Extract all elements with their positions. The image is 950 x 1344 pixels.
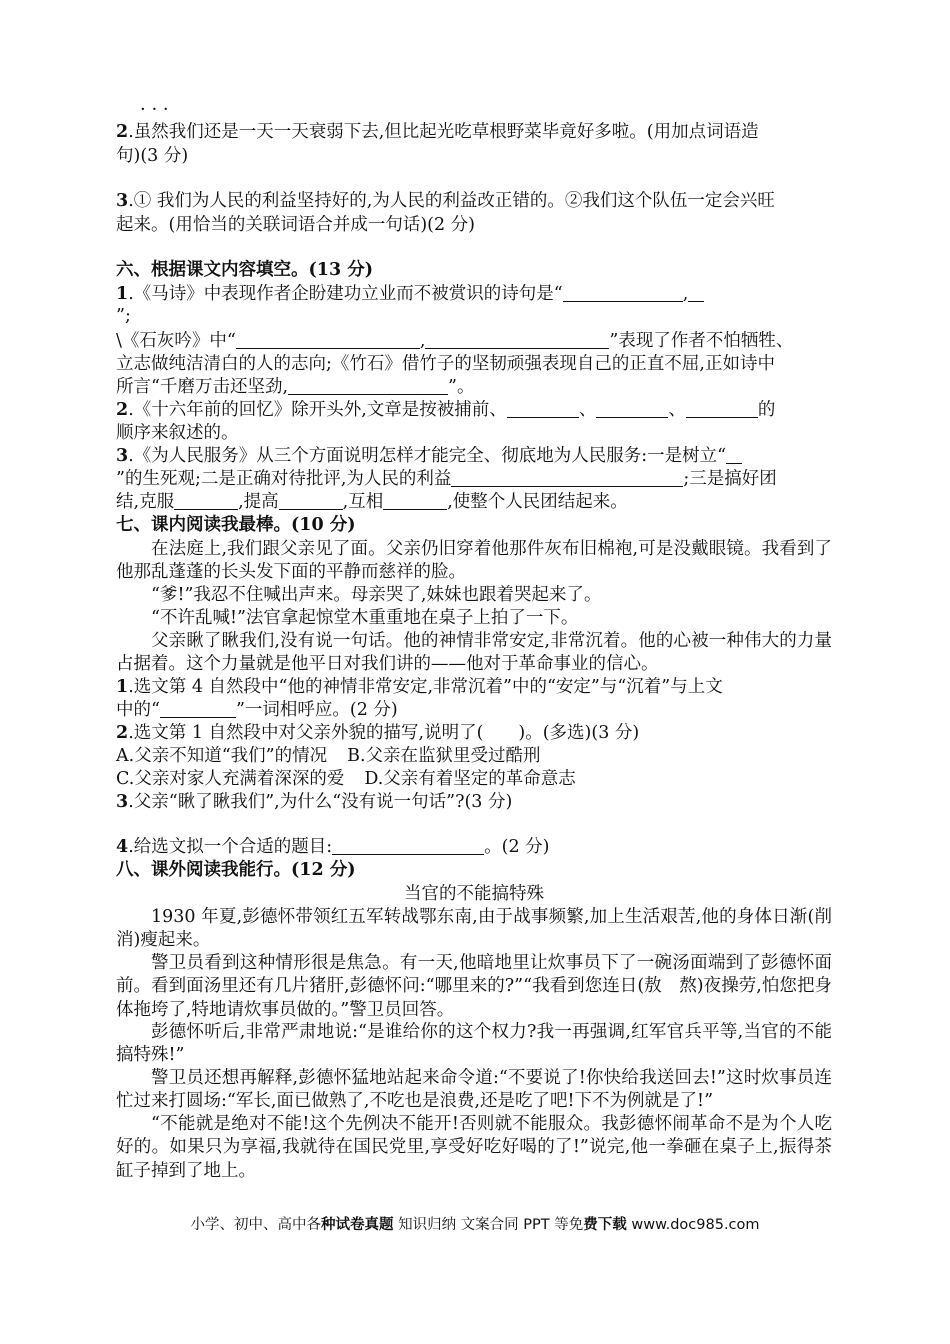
item-text: .选文第 1 自然段中对父亲外貌的描写,说明了( )。(多选)(3 分)	[128, 723, 640, 743]
answer-blank[interactable]	[425, 331, 609, 349]
q5-item3	[116, 190, 775, 213]
footer-text: 知识归纳 文案合同 PPT 等免	[393, 1217, 584, 1233]
answer-blank[interactable]	[174, 492, 238, 510]
q6-item1	[116, 283, 704, 306]
q7-options-row1	[116, 745, 541, 768]
article-paragraph: 警卫员看到这种情形很是焦急。有一天,他暗地里让炊事员下了一碗汤面端到了彭德怀面前。看到面汤里还有几片猪肝,彭德怀问:“哪里来的?”“我看到您连日(敖 熬)夜操劳,怕您把身体拖垮了,特地请炊事员做的。”警卫员回答。	[116, 953, 832, 1020]
footer-text-bold: 费下载	[583, 1217, 627, 1233]
answer-blank[interactable]	[563, 284, 683, 302]
item-number: 1	[116, 284, 129, 304]
option-d[interactable]: D.父亲有着坚定的革命意志	[364, 769, 576, 789]
item-text: .虽然我们还是一天一天衰弱下去,但比起光吃草根野菜毕竟好多啦。(用加点词语造	[128, 122, 759, 142]
q6-item1-line3	[116, 330, 793, 353]
q6-item3	[116, 445, 742, 468]
q7-item2	[116, 722, 639, 745]
item-number: 3	[116, 446, 129, 466]
item-text: .《十六年前的回忆》除开头外,文章是按被捕前、	[128, 400, 507, 420]
item-text: 结,克服	[116, 492, 175, 512]
item-text: 的	[757, 400, 776, 420]
item-text: ”的生死观;二是正确对待批评,为人民的利益	[116, 469, 452, 489]
q5-item2-cont: 句)(3 分)	[116, 146, 189, 166]
section-6-heading: 六、根据课文内容填空。(13 分)	[116, 260, 374, 280]
item-text: ;三是搞好团	[683, 469, 777, 489]
reading-paragraph: 父亲瞅了瞅我们,没有说一句话。他的神情非常安定,非常沉着。他的心被一种伟大的力量占据着。这个力量就是他平日对我们讲的——他对于革命事业的信心。	[116, 631, 832, 675]
emphasis-dots: · · ·	[140, 99, 169, 120]
article-paragraph: “不能就是绝对不能!这个先例决不能开!否则就不能服众。我彭德怀闹革命不是为个人吃好的。如果只为享福,我就待在国民党里,享受好吃好喝的了!”说完,他一拳砸在桌子上,振得茶缸子掉到了地上。	[116, 1114, 832, 1181]
article-title: 当官的不能搞特殊	[404, 884, 544, 904]
reading-paragraph: 在法庭上,我们跟父亲见了面。父亲仍旧穿着他那件灰布旧棉袍,可是没戴眼镜。我看到了他那乱蓬蓬的长头发下面的平静而慈祥的脸。	[116, 539, 832, 583]
option-c[interactable]: C.父亲对家人充满着深深的爱	[116, 769, 345, 789]
item-number: 2	[116, 122, 129, 142]
answer-blank[interactable]	[236, 331, 420, 349]
separator: 、	[668, 400, 686, 420]
q6-item1-line4: 立志做纯洁清白的人的志向;《竹石》借竹子的坚韧顽强表现自己的正直不屈,正如诗中	[116, 354, 775, 374]
answer-blank[interactable]	[688, 284, 704, 302]
item-text: ”表现了作者不怕牺牲、	[609, 331, 794, 351]
q7-item4	[116, 836, 550, 859]
answer-blank[interactable]	[726, 446, 742, 464]
q6-item1-quote-end: ”;	[116, 306, 131, 326]
answer-blank[interactable]	[279, 492, 343, 510]
item-text: 中的“	[116, 700, 160, 720]
item-number: 3	[116, 191, 129, 211]
q7-item3	[116, 791, 512, 814]
answer-blank[interactable]	[160, 700, 236, 718]
option-b[interactable]: B.父亲在监狱里受过酷刑	[347, 746, 541, 766]
q6-item3-line3	[116, 491, 628, 514]
answer-blank[interactable]	[686, 400, 758, 418]
footer-banner	[0, 1213, 950, 1234]
section-7-heading: 七、课内阅读我最棒。(10 分)	[116, 515, 356, 535]
item-text: .选文第 4 自然段中“他的神情非常安定,非常沉着”中的“安定”与“沉着”与上文	[128, 677, 723, 697]
item-number: 2	[116, 400, 129, 420]
answer-blank[interactable]	[383, 492, 447, 510]
item-text: ,互相	[342, 492, 384, 512]
reading-paragraph: “不许乱喊!”法官拿起惊堂木重重地在桌子上拍了一下。	[151, 608, 579, 628]
footer-text-bold: 种试卷真题	[320, 1217, 394, 1233]
item-text: 。(2 分)	[484, 837, 550, 857]
option-a[interactable]: A.父亲不知道“我们”的情况	[116, 746, 328, 766]
item-text: ”。	[448, 377, 475, 397]
comma: ,	[419, 331, 426, 351]
answer-blank[interactable]	[507, 400, 579, 418]
q7-item1-cont	[116, 699, 398, 722]
q5-item2	[116, 121, 759, 144]
item-number: 3	[116, 792, 129, 812]
item-text: ,提高	[238, 492, 279, 512]
item-text: .① 我们为人民的利益坚持好的,为人民的利益改正错的。②我们这个队伍一定会兴旺	[128, 191, 775, 211]
article-paragraph: 彭德怀听后,非常严肃地说:“是谁给你的这个权力?我一再强调,红军官兵平等,当官的不能搞特殊!”	[116, 1022, 832, 1066]
q6-item3-line2	[116, 468, 777, 491]
q6-item2-cont: 顺序来叙述的。	[116, 423, 239, 443]
q6-item2	[116, 399, 775, 422]
item-text: \《石灰吟》中“	[116, 331, 236, 351]
item-text: .给选文拟一个合适的题目:	[128, 837, 333, 857]
item-text: .《为人民服务》从三个方面说明怎样才能完全、彻底地为人民服务:一是树立“	[128, 446, 727, 466]
q6-item1-line5	[116, 376, 474, 399]
answer-blank[interactable]	[332, 837, 484, 855]
item-text: .《马诗》中表现作者企盼建功立业而不被赏识的诗句是“	[128, 284, 563, 304]
article-paragraph: 警卫员还想再解释,彭德怀猛地站起来命令道:“不要说了!你快给我送回去!”这时炊事员连忙过来打圆场:“军长,面已做熟了,不吃也是浪费,还是吃了吧!下不为例就是了!”	[116, 1068, 832, 1112]
q5-item3-cont: 起来。(用恰当的关联词语合并成一句话)(2 分)	[116, 215, 476, 235]
item-text: ”一词相呼应。(2 分)	[235, 700, 398, 720]
answer-blank[interactable]	[451, 469, 683, 487]
section-8-heading: 八、课外阅读我能行。(12 分)	[116, 860, 356, 880]
comma: ,	[682, 284, 689, 304]
article-paragraph: 1930 年夏,彭德怀带领红五军转战鄂东南,由于战事频繁,加上生活艰苦,他的身体日渐(削 消)瘦起来。	[116, 907, 850, 951]
answer-blank[interactable]	[596, 400, 668, 418]
item-number: 1	[116, 677, 129, 697]
answer-blank[interactable]	[288, 377, 448, 395]
item-number: 4	[116, 837, 129, 857]
item-text: 所言“千磨万击还坚劲,	[116, 377, 289, 397]
item-number: 2	[116, 723, 129, 743]
item-text: ,使整个人民团结起来。	[447, 492, 628, 512]
q7-item1	[116, 676, 723, 699]
item-text: .父亲“瞅了瞅我们”,为什么“没有说一句话”?(3 分)	[128, 792, 513, 812]
footer-text: 小学、初中、高中各	[190, 1217, 321, 1233]
footer-url[interactable]: www.doc985.com	[626, 1217, 760, 1233]
reading-paragraph: “爹!”我忍不住喊出声来。母亲哭了,妹妹也跟着哭起来了。	[151, 585, 602, 605]
q7-options-row2	[116, 768, 576, 791]
separator: 、	[578, 400, 597, 420]
